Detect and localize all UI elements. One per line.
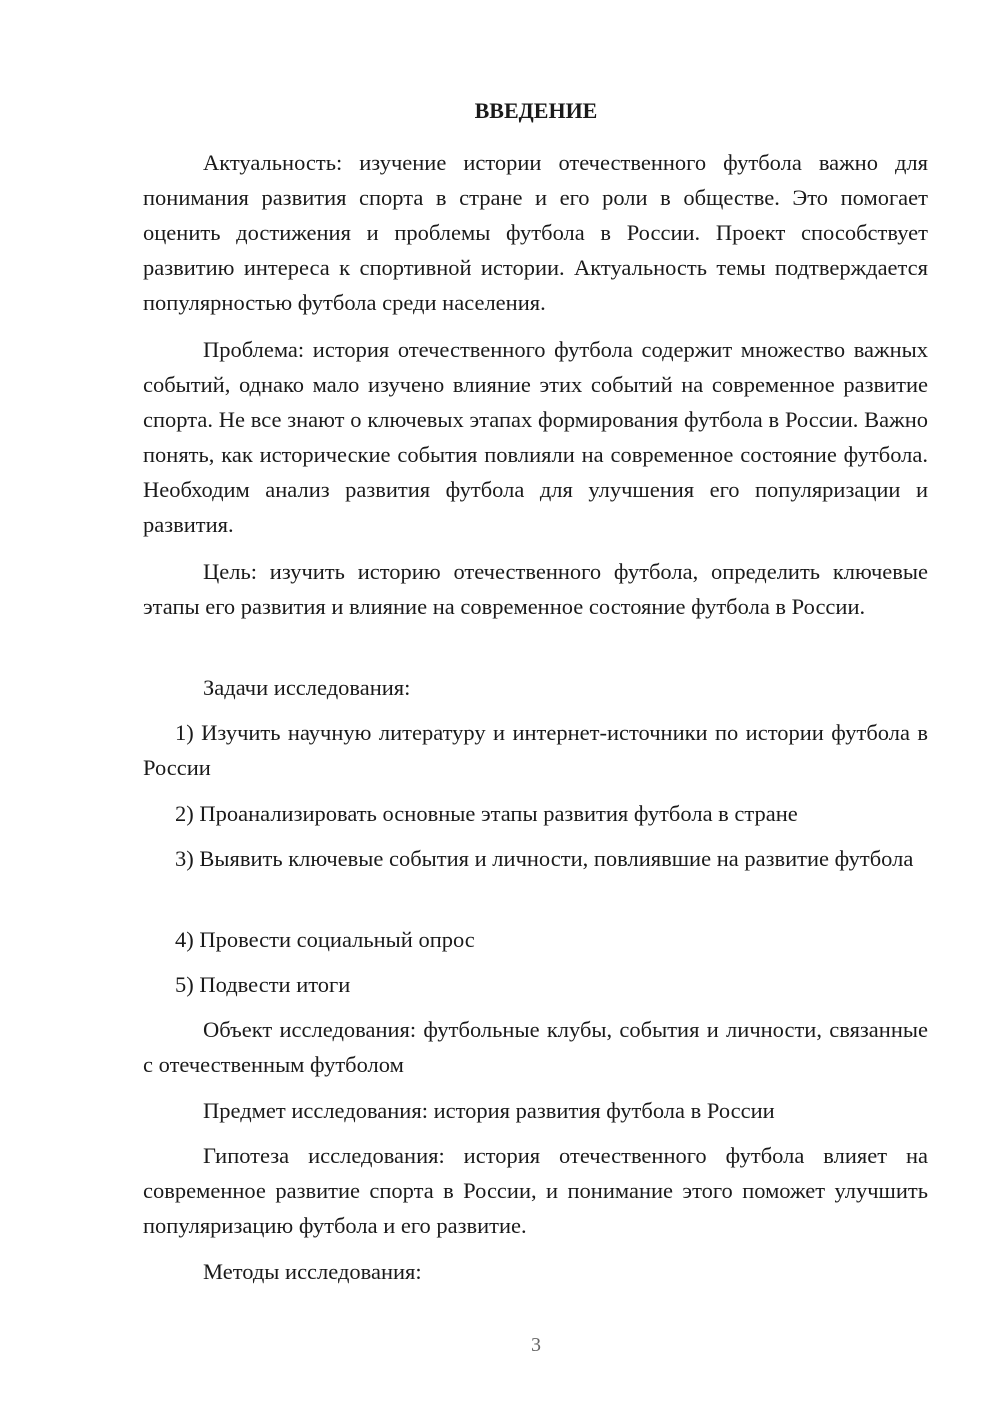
task-item-4: 4) Провести социальный опрос [175, 927, 475, 952]
methods-heading: Методы исследования: [203, 1259, 422, 1284]
problem-paragraph: Проблема: история отечественного футбола содержит множество важных событий, однако мало изучено влияние этих событий на современное развитие спорта. Не все знают о ключевых этапах формирования футбола в России. Важно понять, как исторические события повлияли на современное состояние футбола. Необходим анализ развития футбола для улучшения его популяризации и развития. [143, 337, 928, 537]
section-heading: ВВЕДЕНИЕ [474, 98, 598, 123]
subject-paragraph: Предмет исследования: история развития футбола в России [203, 1098, 775, 1123]
relevance-paragraph: Актуальность: изучение истории отечественного футбола важно для понимания развития спорта в стране и его роли в обществе. Это помогает оценить достижения и проблемы футбола в России. Проект способствует развитию интереса к спортивной истории. Актуальность темы подтверждается популярностью футбола среди населения. [143, 150, 928, 315]
page-number: 3 [531, 1334, 541, 1356]
task-item-3: 3) Выявить ключевые события и личности, повлиявшие на развитие футбола [175, 846, 914, 871]
task-item-2: 2) Проанализировать основные этапы развития футбола в стране [175, 801, 798, 826]
task-item-5: 5) Подвести итоги [175, 972, 351, 997]
task-item-1: 1) Изучить научную литературу и интернет-источники по истории футбола в России [143, 720, 928, 780]
tasks-heading: Задачи исследования: [203, 675, 411, 700]
object-paragraph: Объект исследования: футбольные клубы, события и личности, связанные с отечественным футболом [143, 1017, 928, 1077]
hypothesis-paragraph: Гипотеза исследования: история отечественного футбола влияет на современное развитие спорта в России, и понимание этого поможет улучшить популяризацию футбола и его развитие. [143, 1143, 928, 1238]
goal-paragraph: Цель: изучить историю отечественного футбола, определить ключевые этапы его развития и влияние на современное состояние футбола в России. [143, 559, 928, 619]
